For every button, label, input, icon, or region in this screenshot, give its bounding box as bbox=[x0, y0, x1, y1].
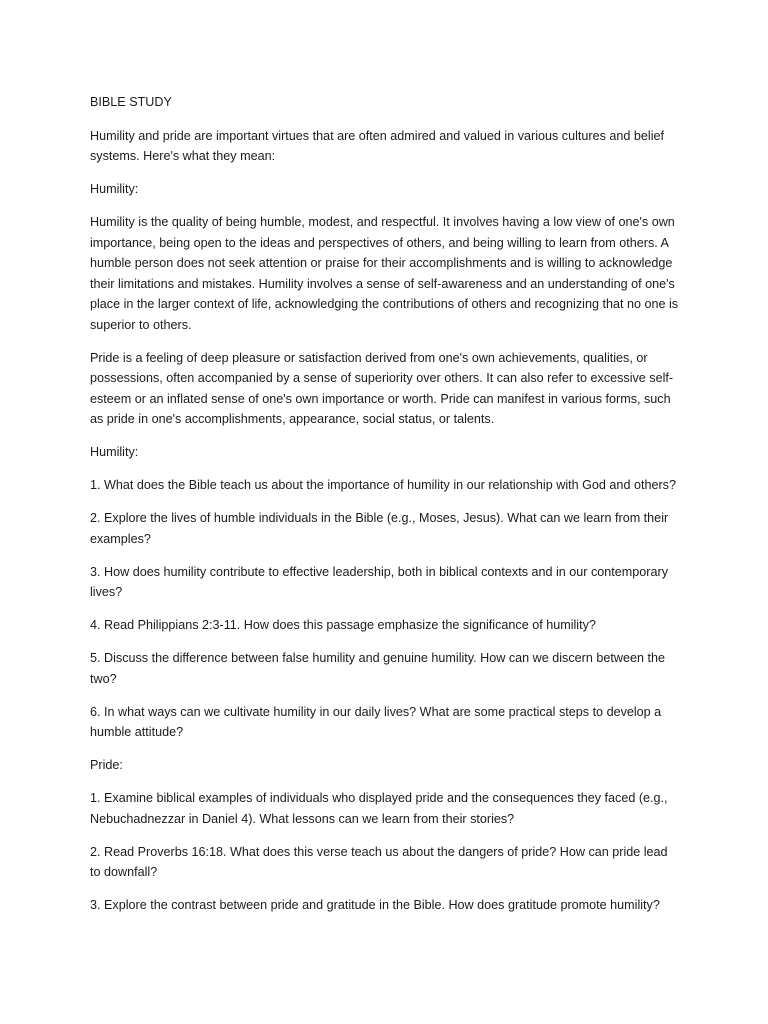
humility-question-3: 3. How does humility contribute to effective leadership, both in biblical contexts and in our contemporary lives? bbox=[90, 564, 668, 599]
humility-question-4: 4. Read Philippians 2:3-11. How does this passage emphasize the significance of humility? bbox=[90, 618, 596, 632]
humility-question-2: 2. Explore the lives of humble individuals in the Bible (e.g., Moses, Jesus). What can we learn from their examples? bbox=[90, 511, 669, 546]
pride-questions-heading: Pride: bbox=[90, 758, 123, 772]
humility-question-6: 6. In what ways can we cultivate humility in our daily lives? What are some practical steps to develop a humble attitude? bbox=[90, 704, 662, 739]
pride-question-3: 3. Explore the contrast between pride and gratitude in the Bible. How does gratitude promote humility? bbox=[90, 898, 660, 912]
humility-heading: Humility: bbox=[90, 182, 139, 196]
pride-question-2: 2. Read Proverbs 16:18. What does this verse teach us about the dangers of pride? How can pride lead to downfall? bbox=[90, 844, 668, 879]
document-body bbox=[90, 92, 680, 928]
intro-paragraph: Humility and pride are important virtues that are often admired and valued in various cultures and belief systems. Here's what they mean: bbox=[90, 128, 665, 163]
humility-questions-heading: Humility: bbox=[90, 445, 139, 459]
pride-question-1: 1. Examine biblical examples of individuals who displayed pride and the consequences they faced (e.g., Nebuchadnezzar in Daniel 4). What lessons can we learn from their stories? bbox=[90, 791, 668, 826]
document-title: BIBLE STUDY bbox=[90, 95, 172, 109]
pride-definition-paragraph: Pride is a feeling of deep pleasure or satisfaction derived from one's own achievements, qualities, or possessions, often accompanied by a sense of superiority over others. It can also refer to excessive self-esteem or an inflated sense of one's own importance or worth. Pride can manifest in various forms, such as pride in one's accomplishments, appearance, social status, or talents. bbox=[90, 350, 674, 426]
humility-definition-paragraph: Humility is the quality of being humble, modest, and respectful. It involves having a low view of one's own importance, being open to the ideas and perspectives of others, and being willing to learn from others. A humble person does not seek attention or praise for their accomplishments and is willing to acknowledge their limitations and mistakes. Humility involves a sense of self-awareness and an understanding of one's place in the larger context of life, acknowledging the contributions of others and recognizing that no one is superior to others. bbox=[90, 215, 679, 332]
humility-question-1: 1. What does the Bible teach us about the importance of humility in our relationship with God and others? bbox=[90, 478, 676, 492]
humility-question-5: 5. Discuss the difference between false humility and genuine humility. How can we discern between the two? bbox=[90, 651, 665, 686]
